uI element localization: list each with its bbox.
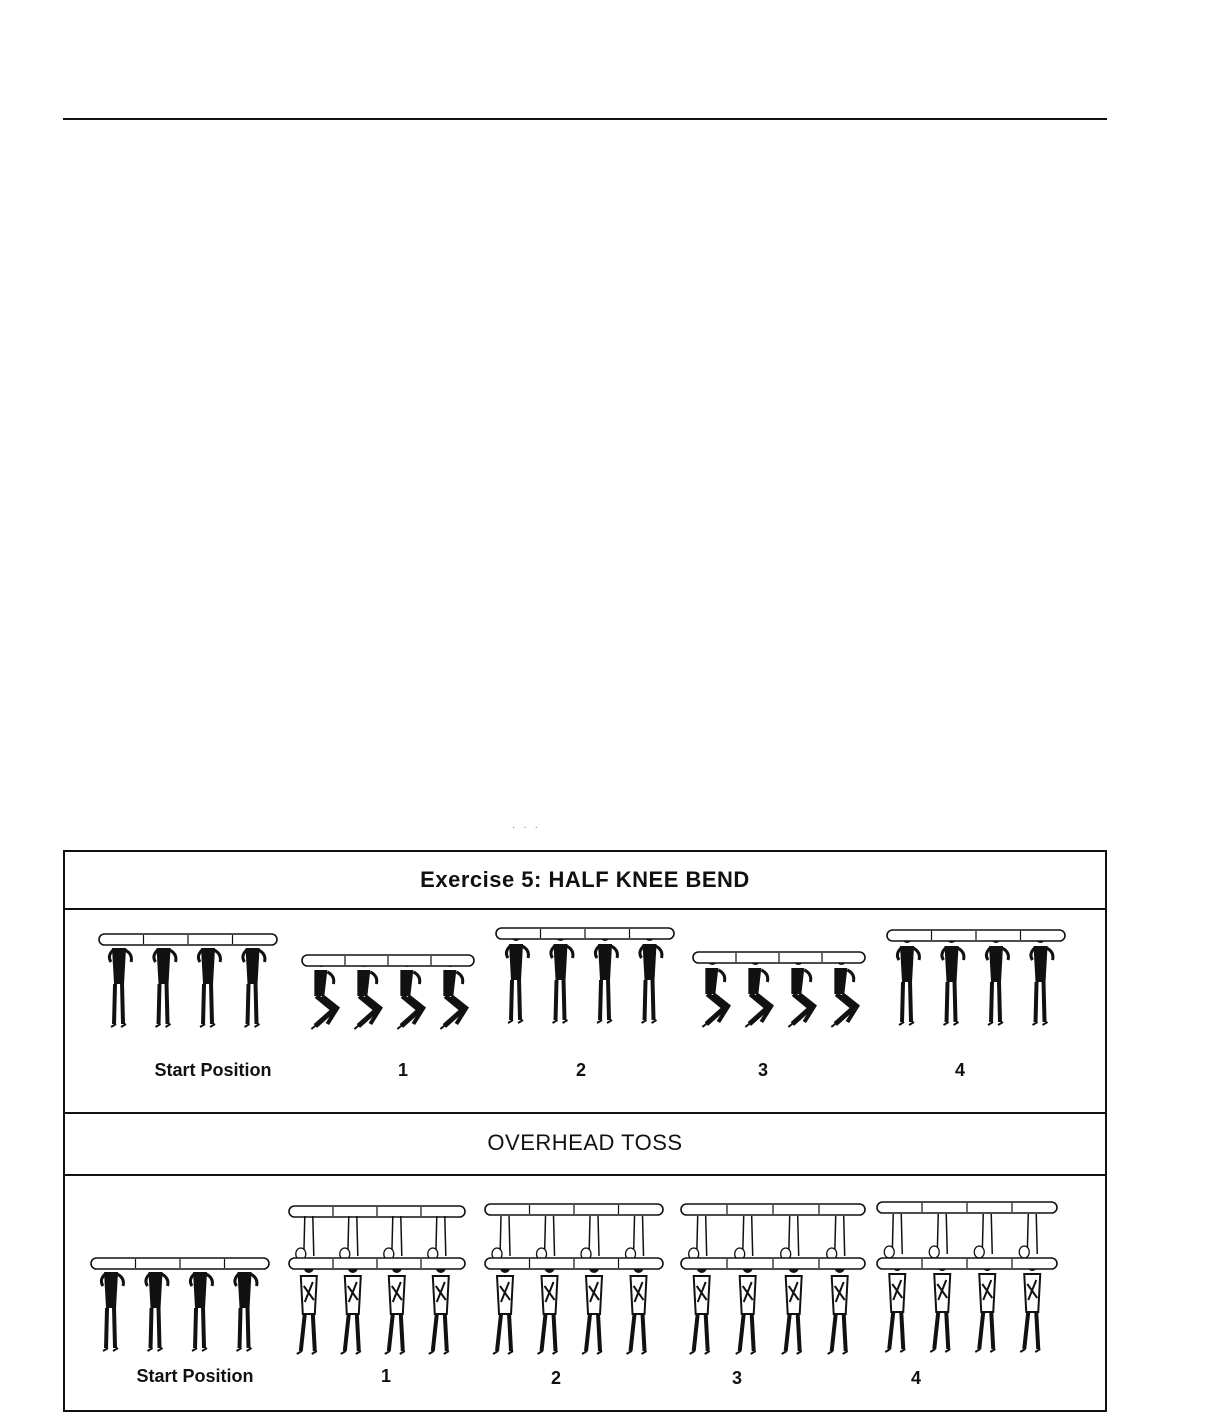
figure-tossing — [974, 1214, 995, 1352]
figure-tossing — [537, 1216, 558, 1354]
caption-start-position: Start Position — [154, 1060, 272, 1080]
log — [693, 952, 865, 963]
figure-standing — [897, 933, 919, 1025]
caption-step-1: 1 — [397, 1060, 409, 1080]
log — [877, 1258, 1057, 1269]
figure-standing — [235, 1259, 257, 1351]
log — [302, 955, 474, 966]
caption-step-1: 1 — [380, 1366, 392, 1386]
log — [887, 930, 1065, 941]
figure-standing — [551, 931, 573, 1023]
figure-bent — [788, 955, 814, 1027]
figure-tossing — [827, 1216, 848, 1354]
figure-standing — [595, 931, 617, 1023]
figure-standing — [986, 933, 1008, 1025]
caption-step-4: 4 — [910, 1368, 922, 1388]
figure-tossing — [689, 1216, 710, 1354]
log — [91, 1258, 269, 1269]
scan-specks: ··· — [512, 822, 546, 833]
figure-tossing — [428, 1216, 449, 1354]
figure-bent — [745, 955, 771, 1027]
figure-standing — [506, 931, 528, 1023]
figure-tossing — [1019, 1214, 1040, 1352]
figure-tossing — [929, 1214, 950, 1352]
log — [681, 1204, 865, 1215]
figure-tossing — [735, 1216, 756, 1354]
figure-tossing — [781, 1216, 802, 1354]
caption-step-4: 4 — [954, 1060, 966, 1080]
figure-tossing — [296, 1216, 317, 1354]
figure-tossing — [340, 1216, 361, 1354]
figure-bent — [311, 957, 337, 1029]
half-knee-bend-illustration — [65, 910, 1105, 1112]
figure-standing — [154, 935, 176, 1027]
figure-standing — [942, 933, 964, 1025]
figure-standing — [198, 935, 220, 1027]
log — [485, 1258, 663, 1269]
figure-tossing — [626, 1216, 647, 1354]
figure-bent — [702, 955, 728, 1027]
figure-standing — [640, 931, 662, 1023]
log — [289, 1206, 465, 1217]
figure-tossing — [492, 1216, 513, 1354]
figure-tossing — [384, 1216, 405, 1354]
top-rule — [63, 118, 1107, 120]
figure-standing — [1031, 933, 1053, 1025]
figure-standing — [243, 935, 265, 1027]
figure-bent — [397, 957, 423, 1029]
overhead-toss-title: OVERHEAD TOSS — [487, 1130, 683, 1155]
log — [289, 1258, 465, 1269]
figure-standing — [146, 1259, 168, 1351]
log — [99, 934, 277, 945]
overhead-toss-panel — [65, 1176, 1105, 1410]
figure-standing — [109, 935, 131, 1027]
caption-step-2: 2 — [550, 1368, 562, 1388]
figure-standing — [190, 1259, 212, 1351]
figure-tossing — [884, 1214, 905, 1352]
figure-bent — [440, 957, 466, 1029]
log — [877, 1202, 1057, 1213]
caption-step-2: 2 — [575, 1060, 587, 1080]
exercise-figure — [63, 850, 1107, 1412]
figure-bent — [831, 955, 857, 1027]
figure-standing — [101, 1259, 123, 1351]
figure-bent — [354, 957, 380, 1029]
figure-tossing — [581, 1216, 602, 1354]
caption-start-position: Start Position — [136, 1366, 254, 1386]
log — [485, 1204, 663, 1215]
log — [496, 928, 674, 939]
caption-step-3: 3 — [731, 1368, 743, 1388]
half-knee-bend-panel — [65, 910, 1105, 1112]
caption-step-3: 3 — [757, 1060, 769, 1080]
exercise-title: Exercise 5: HALF KNEE BEND — [420, 867, 750, 892]
log — [681, 1258, 865, 1269]
